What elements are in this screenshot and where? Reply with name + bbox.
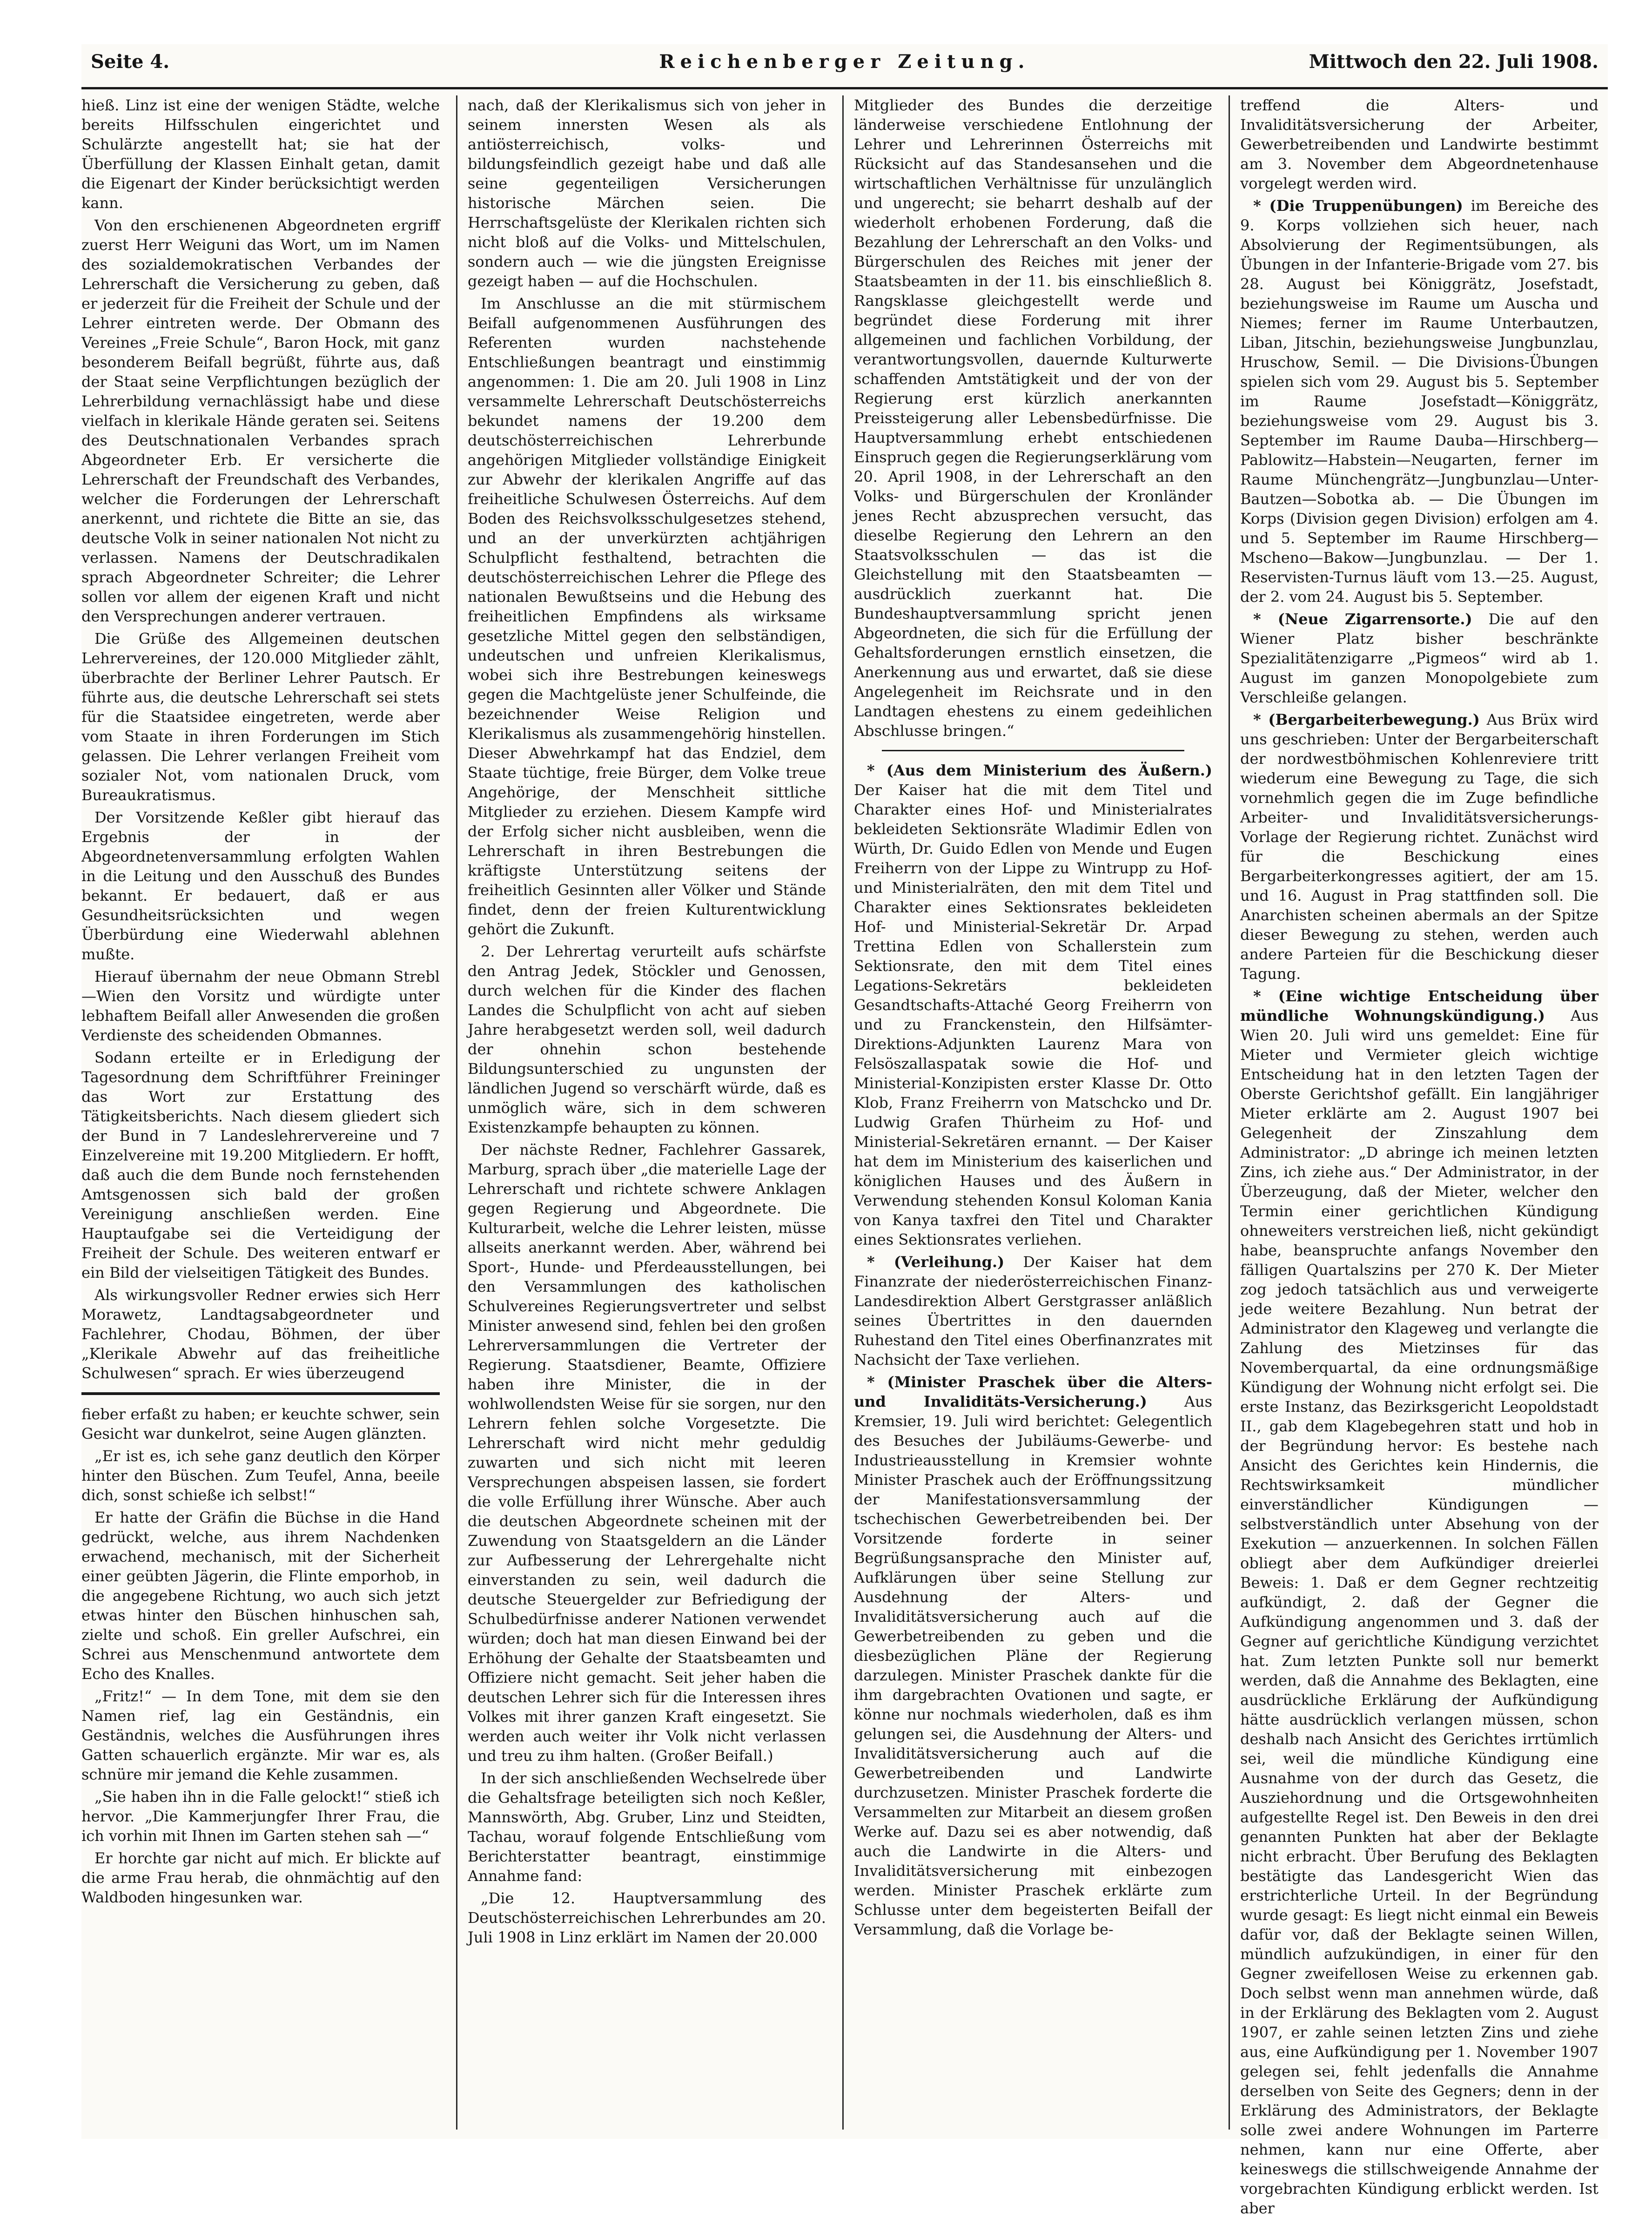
masthead bbox=[81, 44, 1608, 86]
story-paragraph: Er hatte der Gräfin die Büchse in die Hand gedrückt, welche, aus ihrem Nachdenken erwachend, mechanisch, mit der Sicherheit einer geübten Jägerin, die Flinte emporhob, in die angegebene Richtung, wo auch sich jetzt etwas hinter den Büschen hinhuschen sah, zielte und schoß. Ein greller Aufschrei, ein Schrei aus Menschenmund antwortete dem Echo des Knalles. bbox=[81, 1509, 440, 1683]
news-headline: * (Die Truppenübungen) bbox=[1253, 197, 1463, 215]
story-paragraph: Er horchte gar nicht auf mich. Er blickte auf die arme Frau herab, die ohnmächtig auf den Waldboden hingesunken war. bbox=[81, 1849, 440, 1906]
paragraph: Der Vorsitzende Keßler gibt hierauf das Ergebnis der in der Abgeordnetenversammlung erfolgten Wahlen in die Leitung und den Ausschuß des Bundes bekannt. Er bedauert, daß er aus Gesundheitsrücksichten und wegen Überbürdung eine Wiederwahl ablehnen mußte. bbox=[81, 809, 440, 963]
paragraph: 2. Der Lehrertag verurteilt aufs schärfste den Antrag Jedek, Stöckler und Genossen, durch welchen für die Kinder des flachen Landes die Schulpflicht von acht auf sieben Jahre herabgesetzt werden soll, weil dadurch der ohnehin schon bestehende Bildungsunterschied zu ungunsten der ländlichen Jugend so verschärft würde, daß es unmöglich wäre, sich in dem schweren Existenzkampfe behaupten zu können. bbox=[468, 943, 826, 1136]
news-headline: * (Aus dem Ministerium des Äußern.) bbox=[867, 762, 1212, 779]
news-headline: * (Bergarbeiterbewegung.) bbox=[1253, 711, 1480, 728]
paragraph: Im Anschlusse an die mit stürmischem Beifall aufgenommenen Ausführungen des Referenten wurden nachstehende Entschließungen beantragt und einstimmig angenommen: 1. Die am 20. Juli 1908 in Linz versammelte Lehrerschaft Deutschösterreichs bekundet namens der 19.200 dem deutschösterreichischen Lehrerbunde angehörigen Mitglieder vollständige Einigkeit zur Abwehr der klerikalen Angriffe auf das freiheitliche Schulwesen Österreichs. Auf dem Boden des Reichsvolksschulgesetzes stehend, und an der unverkürzten achtjährigen Schulpflicht festhaltend, betrachten die deutschösterreichischen Lehrer die Pflege des nationalen Bewußtseins und die Hebung des freiheitlichen Empfindens als wirksame gesetzliche Mittel gegen den selbständigen, undeutschen und unfreien Klerikalismus, wobei sich ihre Bestrebungen keineswegs gegen die Machtgelüste jener Schulfeinde, die bezeichnender Weise Religion und Klerikalismus als zusammengehörig hinstellen. Dieser Abwehrkampf hat das Endziel, dem Staate tüchtige, freie Bürger, dem Volke treue Angehörige, der Menschheit sittliche Mitglieder zu erziehen. Diesem Kampfe wird der Erfolg sicher nicht ausbleiben, wenn die Lehrerschaft in ihren Bestrebungen die kräftigste Unterstützung seitens der freiheitlich Gesinnten aller Völker und Stände findet, denn der freien Kulturentwicklung gehört die Zukunft. bbox=[468, 295, 826, 938]
paragraph: „Die 12. Hauptversammlung des Deutschösterreichischen Lehrerbundes am 20. Juli 1908 in Linz erklärt im Namen der 20.000 bbox=[468, 1889, 826, 1946]
story-paragraph: „Er ist es, ich sehe ganz deutlich den Körper hinter den Büschen. Zum Teufel, Anna, beeile dich, sonst schieße ich selbst!“ bbox=[81, 1447, 440, 1504]
news-text: Aus Brüx wird uns geschrieben: Unter der Bergarbeiterschaft der nordwestböhmischen Kohlenreviere tritt wiederum eine Bewegung zu Tage, die sich vornehmlich gegen die im Zuge befindliche Arbeiter- und Invaliditätsversicherungs-Vorlage der Regierung richtet. Zunächst wird für die Beschickung eines Bergarbeiterkongresses agitiert, der am 15. und 16. August in Prag stattfinden soll. Die Anarchisten scheinen abermals an der Spitze dieser Bewegung zu stehen, werden auch andere Parteien für die Beschickung dieser Tagung. bbox=[1240, 711, 1598, 983]
story-paragraph: „Fritz!“ — In dem Tone, mit dem sie den Namen rief, lag ein Geständnis, ein Geständnis, welches die Ausführungen ihres Gatten schauerlich ergänzte. Mir war es, als schnüre mir jemand die Kehle zusammen. bbox=[81, 1687, 440, 1783]
story-paragraph: fieber erfaßt zu haben; er keuchte schwer, sein Gesicht war dunkelrot, seine Augen glänzten. bbox=[81, 1405, 440, 1443]
column-1 bbox=[81, 95, 440, 2130]
paragraph: hieß. Linz ist eine der wenigen Städte, welche bereits Hilfsschulen eingerichtet und Schulärzte angestellt hat; sie hat der Überfüllung der Klassen Einhalt getan, damit die Eigenart der Kinder berücksichtigt werden kann. bbox=[81, 96, 440, 212]
column-3 bbox=[854, 95, 1212, 2130]
masthead-rule bbox=[81, 87, 1608, 89]
news-item bbox=[1240, 986, 1598, 2218]
column-rule bbox=[456, 95, 457, 2130]
news-text: Die auf den Wiener Platz bisher beschränkte Spezialitätenzigarre „Pigmeos“ wird ab 1. August im ganzen Monopolgebiete zum Verschleiße gelangen. bbox=[1240, 610, 1599, 706]
paragraph: In der sich anschließenden Wechselrede über die Gehaltsfrage beteiligten sich noch Keßler, Mannswörth, Abg. Gruber, Linz und Steidten, Tachau, worauf folgende Entschließung vom Berichterstatter beantragt, einstimmige Annahme fand: bbox=[468, 1769, 826, 1885]
paragraph: Der nächste Redner, Fachlehrer Gassarek, Marburg, sprach über „die materielle Lage der Lehrerschaft und richtete schwere Anklagen gegen Regierung und Abgeordnete. Die Kulturarbeit, welche die Lehrer leisten, müsse allseits anerkannt werden. Aber, während bei Sport-, Hunde- und Pferdeausstellungen, bei den Versammlungen des katholischen Schulvereines Regierungsvertreter und selbst Minister anwesend sind, fehlen bei den großen Lehrerversammlungen die Vertreter der Regierung. Staatsdiener, Beamte, Offiziere haben ihre Minister, die in der wohlwollendsten Weise für sie sorgen, nur den Lehrern fehlen solche Vorgesetzte. Die Lehrerschaft wird nicht mehr geduldig zuwarten und sich nicht mit leeren Versprechungen abspeisen lassen, sie fordert die volle Erfüllung ihrer Wünsche. Aber auch die deutschen Abgeordnete scheinen mit der Zuwendung von Staatsgeldern an die Länder zur Aufbesserung der Lehrergehalte nicht einverstanden zu sein, weil dadurch die deutsche Steuergelder zur Befriedigung der Schulbedürfnisse anderer Nationen verwendet würden; doch hat man diesen Einwand bei der Erhöhung der Gehalte der Staatsbeamten und Offiziere nicht gemacht. Seit jeher haben die deutschen Lehrer sich für die Interessen ihres Volkes mit ihrer ganzen Kraft eingesetzt. Sie werden auch weiter ihr Volk nicht verlassen und treu zu ihm halten. (Großer Beifall.) bbox=[468, 1141, 826, 1765]
section-rule bbox=[882, 750, 1184, 751]
column-rule bbox=[1229, 95, 1230, 2130]
issue-date: Mittwoch den 22. Juli 1908. bbox=[1309, 51, 1598, 73]
column-4 bbox=[1240, 95, 1599, 2217]
news-item bbox=[854, 1372, 1212, 1939]
news-headline: * (Verleihung.) bbox=[867, 1253, 1005, 1271]
news-item bbox=[1240, 710, 1598, 984]
news-headline: * (Minister Praschek über die Alters- und Invaliditäts-Versicherung.) bbox=[854, 1373, 1212, 1410]
news-item bbox=[1240, 196, 1598, 607]
column-2 bbox=[468, 95, 826, 2130]
page-number: Seite 4. bbox=[91, 51, 170, 73]
paragraph: Sodann erteilte er in Erledigung der Tagesordnung dem Schriftführer Freininger das Wort zur Erstattung des Tätigkeitsberichts. Nach diesem gliedert sich der Bund in 7 Landeslehrervereine und 7 Einzelvereine mit 19.200 Mitgliedern. Er hofft, daß auch die dem Bunde noch fernstehenden Amtsgenossen sich bald der großen Vereinigung anschließen werden. Eine Hauptaufgabe sei die Verteidigung der Freiheit der Schule. Des weiteren entwarf er ein Bild der vielseitigen Tätigkeit des Bundes. bbox=[81, 1049, 440, 1281]
news-text: im Bereiche des 9. Korps vollziehen sich heuer, nach Absolvierung der Regimentsübungen, als Übungen in der Infanterie-Brigade vom 27. bis 28. August bei Königgrätz, Josefstadt, beziehungsweise im Raume um Auscha und Niemes; ferner im Raume Unterbautzen, Liban, Jitschin, beziehungsweise Jungbunzlau, Hruschow, Semil. — Die Divisions-Übungen spielen sich vom 29. August bis 5. September im Raume Josefstadt—Königgrätz, beziehungsweise vom 29. August bis 3. September im Raume Dauba—Hirschberg—Pablowitz—Habstein—Neugarten, ferner im Raume Münchengrätz—Jungbunzlau—Unter-Bautzen—Sobotka ab. — Die Übungen im Korps (Division gegen Division) erfolgen am 4. und 5. September im Raume Hirschberg—Mscheno—Bakow—Jungbunzlau. — Der 1. Reservisten-Turnus läuft vom 13.—25. August, der 2. vom 24. August bis 5. September. bbox=[1240, 197, 1599, 606]
paragraph: treffend die Alters- und Invaliditätsversicherung der Arbeiter, Gewerbetreibenden und Landwirte bestimmt am 3. November dem Abgeordnetenhause vorgelegt werden wird. bbox=[1240, 96, 1598, 192]
news-headline: * (Neue Zigarrensorte.) bbox=[1253, 610, 1472, 628]
news-item bbox=[854, 761, 1212, 1249]
newspaper-title: Reichenberger Zeitung. bbox=[659, 51, 1030, 73]
column-rule bbox=[842, 95, 844, 2130]
paragraph: Hierauf übernahm der neue Obmann Strebl—Wien den Vorsitz und würdigte unter lebhaftem Beifall aller Anwesenden die großen Verdienste des scheidenden Obmannes. bbox=[81, 968, 440, 1044]
news-text: Aus Wien 20. Juli wird uns gemeldet: Eine für Mieter und Vermieter gleich wichtige Entscheidung hat in den letzten Tagen der Oberste Gerichtshof gefällt. Ein langjähriger Mieter erklärte am 2. August 1907 bei Gelegenheit der Zinszahlung dem Administrator: „D abringe ich meinen letzten Zins, ich ziehe aus.“ Der Administrator, in der Überzeugung, daß der Mieter, welcher den Termin einer gerichtlichen Kündigung ohneweiters verstreichen ließ, nicht gekündigt habe, beanspruchte anfangs November den fälligen Quartalszins per 270 K. Der Mieter zog jedoch tatsächlich aus und verweigerte jede weitere Bezahlung. Nun betrat der Administrator den Klageweg und verlangte die Zahlung des Mietzinses für das Novemberquartal, da eine ordnungsmäßige Kündigung der Wohnung nicht erfolgt sei. Die erste Instanz, das Bezirksgericht Leopoldstadt II., gab dem Klagebegehren statt und hob in der Begründung hervor: Es bestehe nach Ansicht des Gerichtes kein Hindernis, die Rechtswirksamkeit mündlicher einverständlicher Kündigungen — selbstverständlich unter Absehung von der Exekution — anzuerkennen. In solchen Fällen obliegt aber dem Aufkündiger dreierlei Beweis: 1. Daß er dem Gegner rechtzeitig aufkündigt, 2. daß der Gegner die Aufkündigung angenommen und 3. daß der Gegner auf gerichtliche Kündigung verzichtet hat. Zum letzten Punkte soll nur bemerkt werden, daß die Annahme des Beklagten, eine ausdrückliche Erklärung der Aufkündigung hätte ausdrücklich verlangen müssen, schon deshalb nach Ansicht des Gerichtes irrtümlich sei, weil die mündliche Kündigung eine Ausnahme von der durch das Gesetz, die Ausziehordnung und die Ortsgewohnheiten aufgestellte Regel ist. Den Beweis in den drei genannten Punkten hat aber der Beklagte nicht erbracht. Über Berufung des Beklagten bestätigte das Landesgericht Wien das erstrichterliche Urteil. In der Begründung wurde gesagt: Es liegt nicht einmal ein Beweis dafür vor, daß der Beklagte seinen Willen, mündlich aufzukündigen, in einer für den Gegner zweifellosen Weise zu erkennen gab. Doch selbst wenn man annehmen würde, daß in der Erklärung des Beklagten vom 2. August 1907, er zahle seinen letzten Zins und ziehe aus, eine Aufkündigung per 1. November 1907 gelegen sei, fehlt jedenfalls die Annahme derselben von Seite des Gegners; denn in der Erklärung des Administrators, der Beklagte solle zwei andere Wohnungen im Parterre nehmen, kann nur eine Offerte, aber keineswegs die stillschweigende Annahme der vorgebrachten Kündigung erblickt werden. Ist aber bbox=[1240, 1007, 1598, 2217]
news-item bbox=[1240, 609, 1598, 707]
story-paragraph: „Sie haben ihn in die Falle gelockt!“ stieß ich hervor. „Die Kammerjungfer Ihrer Frau, die ich vorhin mit Ihnen im Garten stehen sah —“ bbox=[81, 1788, 440, 1845]
paragraph: Als wirkungsvoller Redner erwies sich Herr Morawetz, Landtagsabgeordneter und Fachlehrer, Chodau, Böhmen, der über „Klerikale Abwehr auf das freiheitliche Schulwesen“ sprach. Er wies überzeugend bbox=[81, 1286, 440, 1382]
paragraph: nach, daß der Klerikalismus sich von jeher in seinem innersten Wesen als als antiösterreichisch, volks- und bildungsfeindlich gezeigt habe und daß alle seine gegenteiligen Versicherungen historische Märchen seien. Die Herrschaftsgelüste der Klerikalen richten sich nicht bloß auf die Volks- und Mittelschulen, sondern auch — wie die jüngsten Ereignisse gezeigt haben — auf die Hochschulen. bbox=[468, 96, 826, 290]
news-headline: * (Eine wichtige Entscheidung über mündliche Wohnungskündigung.) bbox=[1240, 987, 1598, 1025]
news-text: Der Kaiser hat die mit dem Titel und Charakter eines Hof- und Ministerialrates bekleideten Sektionsräte Wladimir Edlen von Würth, Dr. Guido Edlen von Mende und Eugen Freiherrn von der Lippe zu Wintrupp zu Hof- und Ministerialräten, den mit dem Titel und Charakter eines Sektionsrates bekleideten Hof- und Ministerial-Sekretär Dr. Arpad Trettina Edlen von Schallerstein zum Sektionsrate, den mit dem Titel eines Legations-Sekretärs bekleideten Gesandtschafts-Attaché Georg Freiherrn von und zu Franckenstein, den Hilfsämter-Direktions-Adjunkten Laurenz Mara von Felsöszallaspatak sowie die Hof- und Ministerial-Konzipisten erster Klasse Dr. Otto Klob, Franz Freiherrn von Matschcko und Dr. Ludwig Grafen Thürheim zu Hof- und Ministerial-Sekretären ernannt. — Der Kaiser hat dem im Ministerium des kaiserlichen und königlichen Hauses und des Äußern in Verwendung stehenden Konsul Koloman Kania von Kanya taxfrei den Titel und Charakter eines Sektionsrates verliehen. bbox=[854, 781, 1212, 1248]
news-text: Der Kaiser hat dem Finanzrate der niederösterreichischen Finanz-Landesdirektion Albert Gerstgrasser anläßlich seines Übertrittes in den dauernden Ruhestand den Titel eines Oberfinanzrates mit Nachsicht der Taxe verliehen. bbox=[854, 1253, 1213, 1369]
newspaper-page bbox=[81, 44, 1608, 2217]
paragraph: Von den erschienenen Abgeordneten ergriff zuerst Herr Weiguni das Wort, um im Namen des sozialdemokratischen Verbandes der Lehrerschaft die Versicherung zu geben, daß er jederzeit für die Freiheit der Schule und der Lehrer eintreten werde. Der Obmann des Vereines „Freie Schule“, Baron Hock, mit ganz besonderem Beifall begrüßt, führte aus, daß der Staat seine Verpflichtungen bezüglich der Lehrerbildung vernachlässigt habe und diese vielfach in klerikale Hände geraten sei. Seitens des Deutschnationalen Verbandes sprach Abgeordneter Erb. Er versicherte die Lehrerschaft der Freundschaft des Verbandes, welcher die Forderungen der Lehrerschaft anerkennt, und richtete die Bitte an sie, das deutsche Volk in seiner nationalen Not nicht zu verlassen. Namens der Deutschradikalen sprach Abgeordneter Schreiter; die Lehrer sollen vor allem der eigenen Kraft und nicht den Versprechungen anderer vertrauen. bbox=[81, 216, 440, 625]
paragraph: Mitglieder des Bundes die derzeitige länderweise verschiedene Entlohnung der Lehrer und Lehrerinnen Österreichs mit Rücksicht auf das Standesansehen und die wirtschaftlichen Verhältnisse für unzulänglich und ungerecht; sie beharrt deshalb auf der wiederholt erhobenen Forderung, daß die Bezahlung der Lehrerschaft an den Volks- und Bürgerschulen des Reiches mit jener der Staatsbeamten in der 11. bis einschließlich 8. Rangsklasse gleichgestellt werde und begründet diese Forderung mit ihrer allgemeinen und fachlichen Vorbildung, der verantwortungsvollen, dauernde Kulturwerte schaffenden Amtstätigkeit und der von der Regierung erst kürzlich anerkannten Preissteigerung aller Lebensbedürfnisse. Die Hauptversammlung erhebt entschiedenen Einspruch gegen die Regierungserklärung vom 20. April 1908, in der Lehrerschaft an den Volks- und Bürgerschulen der Kronländer jenes Recht abzusprechen versucht, das dieselbe Regierung den Lehrern an den Staatsvolksschulen — das ist die Gleichstellung mit den Staatsbeamten — ausdrücklich zuerkannt hat. Die Bundeshauptversammlung spricht jenen Abgeordneten, die sich für die Erfüllung der Gehaltsforderungen ernstlich einsetzen, die Anerkennung aus und erwartet, daß sie diese Angelegenheit im Reichsrate und in den Landtagen ehestens zu einem gedeihlichen Abschlusse bringen.“ bbox=[854, 96, 1212, 740]
news-text: Aus Kremsier, 19. Juli wird berichtet: Gelegentlich des Besuches der Jubiläums-Gewerbe- und Industrieausstellung in Kremsier wohnte Minister Praschek auch der Eröffnungssitzung der Manifestationsversammlung der tschechischen Gewerbetreibenden bei. Der Vorsitzende forderte in seiner Begrüßungsansprache den Minister auf, Aufklärungen über seine Stellung zur Ausdehnung der Alters- und Invaliditätsversicherung auch auf die Gewerbetreibenden zu geben und die diesbezüglichen Pläne der Regierung darzulegen. Minister Praschek dankte für die ihm dargebrachten Ovationen und sagte, er könne nur nochmals wiederholen, daß es ihm gelungen sei, die Ausdehnung der Alters- und Invaliditätsversicherung auch auf die Gewerbetreibenden und Landwirte durchzusetzen. Minister Praschek forderte die Versammelten zur Mitarbeit an diesem großen Werke auf. Dazu sei es aber notwendig, daß auch die Landwirte in die Alters- und Invaliditätsversicherung mit einbezogen werden. Minister Praschek erklärte zum Schlusse unter dem begeisterten Beifall der Versammlung, daß die Vorlage be- bbox=[854, 1393, 1212, 1938]
news-item bbox=[854, 1252, 1212, 1369]
paragraph: Die Grüße des Allgemeinen deutschen Lehrervereines, der 120.000 Mitglieder zählt, überbrachte der Berliner Lehrer Pautsch. Er führte aus, die deutsche Lehrerschaft sei stets für die Staatsidee eingetreten, werde aber vom Staate in ihren Forderungen im Stich gelassen. Die Lehrer verlangen Freiheit vom sozialer Not, vom nationalen Druck, vom Bureaukratismus. bbox=[81, 630, 440, 804]
feuilleton-rule bbox=[81, 1392, 440, 1395]
